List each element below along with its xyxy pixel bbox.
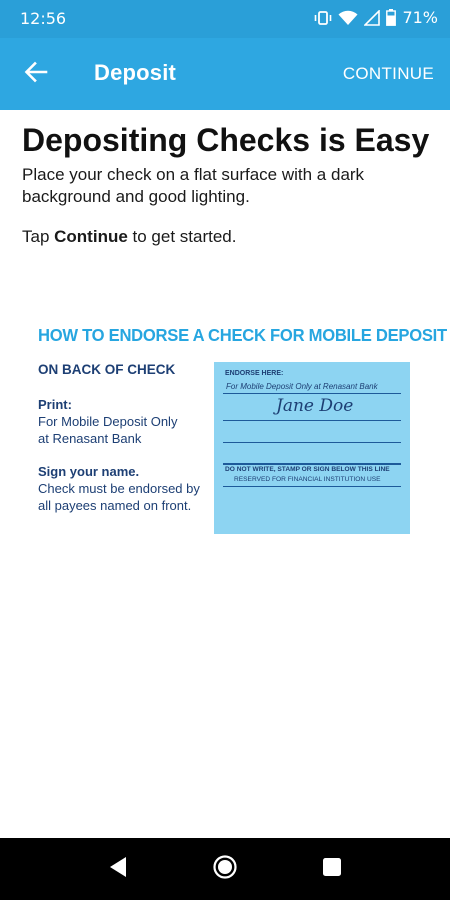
instructions-text: Place your check on a flat surface with a dark background and good lighting. xyxy=(22,165,365,206)
endorsement-instructions xyxy=(38,361,216,514)
continue-button[interactable]: CONTINUE xyxy=(342,64,434,83)
vibrate-icon xyxy=(314,10,332,26)
print-line-2: at Renasant Bank xyxy=(38,431,142,446)
signal-icon xyxy=(364,10,380,26)
page-title: Deposit xyxy=(94,60,177,85)
main-content xyxy=(22,120,432,248)
endorsement-heading: HOW TO ENDORSE A CHECK FOR MOBILE DEPOSIT xyxy=(38,325,447,345)
arrow-left-icon xyxy=(24,61,48,88)
endorsement-subheading: ON BACK OF CHECK xyxy=(38,362,176,377)
reserved-label: RESERVED FOR FINANCIAL INSTITUTION USE xyxy=(234,476,381,483)
status-bar xyxy=(0,0,450,38)
endorsement-graphic xyxy=(38,325,447,540)
tap-suffix: to get started. xyxy=(127,227,237,246)
endorse-here-label: ENDORSE HERE: xyxy=(225,370,284,377)
endorse-line-2 xyxy=(223,420,401,421)
check-signature: Jane Doe xyxy=(276,396,354,416)
check-written-line: For Mobile Deposit Only at Renasant Bank xyxy=(226,382,378,391)
battery-icon xyxy=(386,9,396,26)
home-circle-icon xyxy=(212,854,238,885)
sign-line-1: Check must be endorsed by xyxy=(38,481,200,496)
tap-continue-text xyxy=(22,226,432,248)
endorse-line-1 xyxy=(223,393,401,394)
app-bar xyxy=(0,38,450,110)
back-button[interactable] xyxy=(18,58,54,90)
print-line-1: For Mobile Deposit Only xyxy=(38,414,178,429)
endorse-line-3 xyxy=(223,442,401,443)
status-icons xyxy=(314,8,438,27)
wifi-icon xyxy=(338,10,358,26)
back-triangle-icon xyxy=(108,856,128,883)
tap-prefix: Tap xyxy=(22,227,55,246)
sign-label: Sign your name. xyxy=(38,464,140,479)
endorse-line-4 xyxy=(223,463,401,465)
battery-percent: 71% xyxy=(402,8,438,27)
system-nav-bar xyxy=(0,838,450,900)
print-label: Print: xyxy=(38,397,72,412)
recents-square-icon xyxy=(321,856,343,883)
nav-back-button[interactable] xyxy=(104,855,132,883)
tap-bold-continue: Continue xyxy=(54,227,128,246)
nav-home-button[interactable] xyxy=(211,855,239,883)
check-back-illustration xyxy=(214,362,410,534)
status-time: 12:56 xyxy=(20,9,67,28)
do-not-write-label: DO NOT WRITE, STAMP OR SIGN BELOW THIS LINE xyxy=(225,466,390,473)
nav-recents-button[interactable] xyxy=(318,855,346,883)
reserved-line xyxy=(223,486,401,487)
headline: Depositing Checks is Easy xyxy=(22,122,430,158)
sign-line-2: all payees named on front. xyxy=(38,498,192,513)
